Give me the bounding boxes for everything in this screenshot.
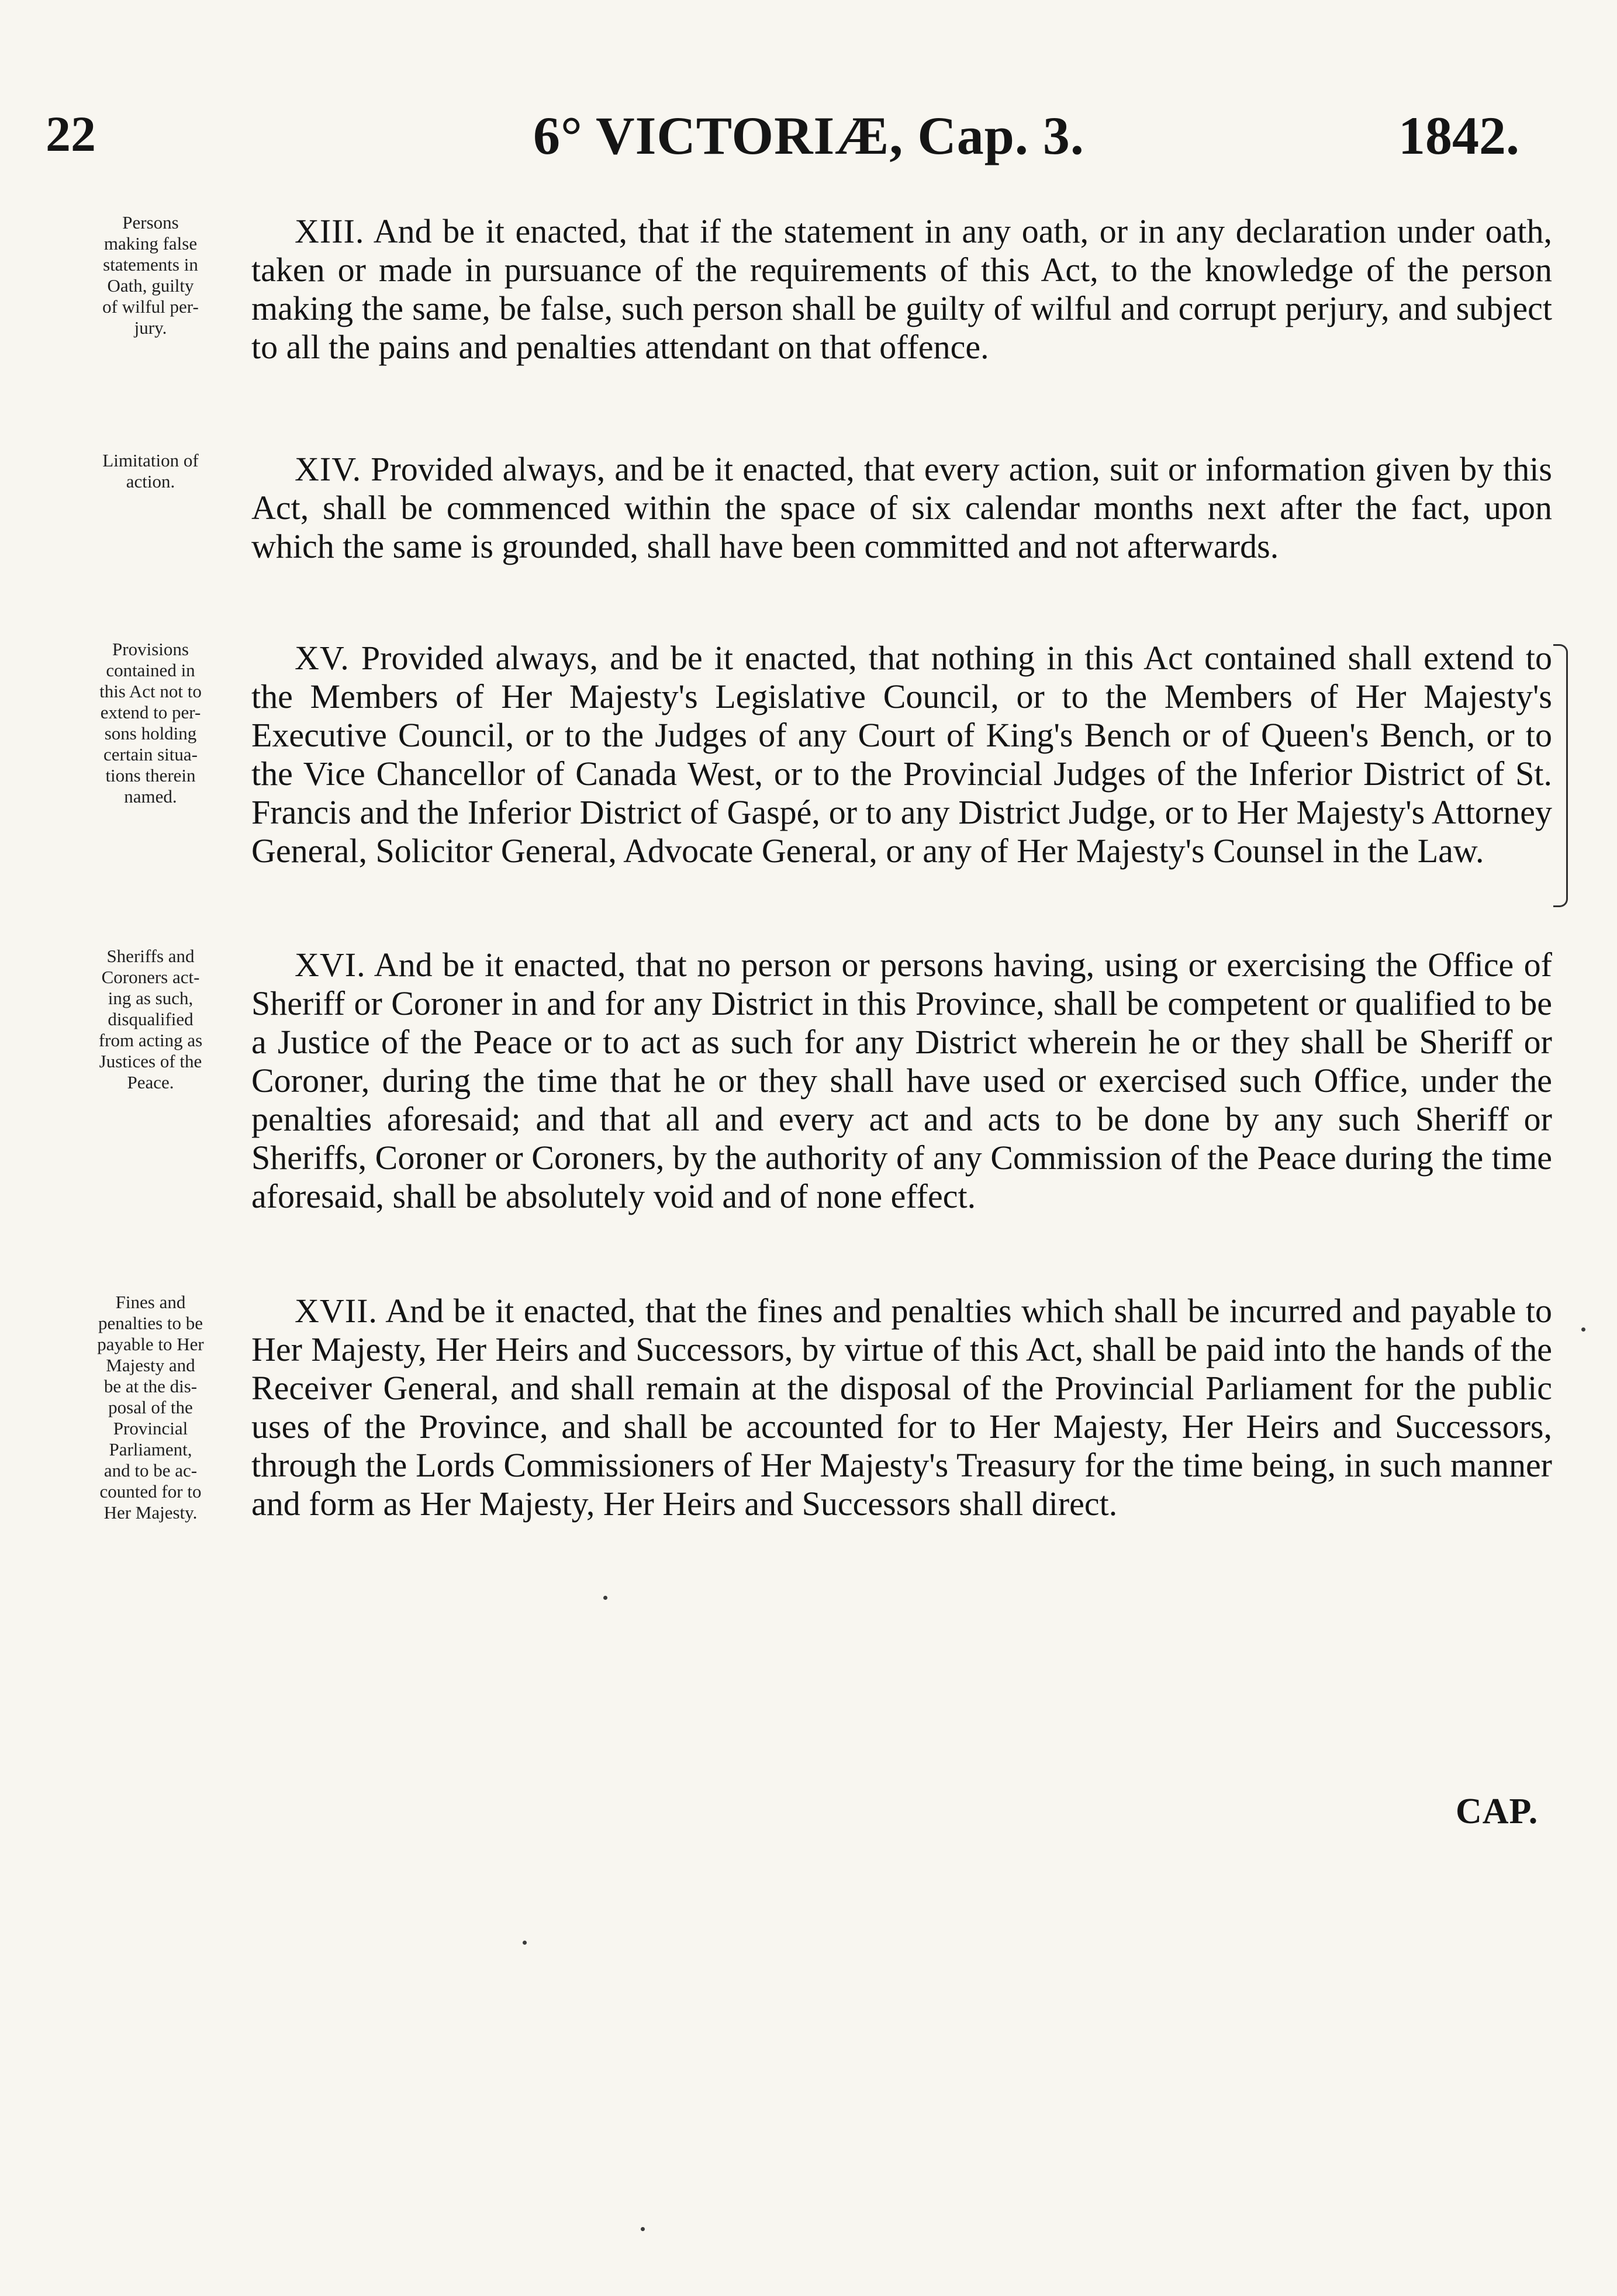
section-number-xvi: XVI. — [295, 946, 366, 984]
section-number-xiii: XIII. — [295, 212, 365, 250]
marginal-note-xiii: Persons making false statements in Oath, guilty of wilful per- jury. — [102, 212, 199, 338]
print-speck — [523, 1941, 527, 1945]
section-text-xiv — [251, 450, 1552, 566]
page-number: 22 — [46, 106, 96, 162]
section-text-xvi — [251, 946, 1552, 1216]
section-number-xv: XV. — [295, 639, 350, 677]
print-speck — [1581, 1327, 1585, 1332]
marginal-note-xv: Provisions contained in this Act not to extend to per- sons holding certain situa- tions therein named. — [99, 639, 202, 807]
marginal-note-xiv: Limitation of action. — [102, 450, 199, 492]
section-body-xv: Provided always, and be it enacted, that nothing in this Act contained shall extend to the Members of Her Majesty's Legislative Council, or to the Members of Her Majesty's Executive Council, or to the Judges of any Court of King's Bench or of Queen's Bench, or to the Vice Chancellor of Canada West, or to the Provincial Judges of the Inferior District of St. Francis and the Inferior District of Gaspé, or to any District Judge, or to Her Majesty's Attorney General, Solicitor General, Advocate General, or any of Her Majesty's Counsel in the Law. — [251, 639, 1552, 870]
section-text-xiii — [251, 212, 1552, 366]
section-body-xvii: And be it enacted, that the fines and penalties which shall be incurred and payable to Her Majesty, Her Heirs and Successors, by virtue of this Act, shall be paid into the hands of the Receiver General, and shall remain at the disposal of the Provincial Parliament for the public uses of the Province, and shall be accounted for to Her Majesty, Her Heirs and Successors, through the Lords Commissioners of Her Majesty's Treasury for the time being, in such manner and form as Her Majesty, Her Heirs and Successors shall direct. — [251, 1292, 1552, 1523]
running-title: 6° VICTORIÆ, Cap. 3. — [533, 106, 1084, 165]
print-speck — [603, 1596, 607, 1600]
section-text-xv — [251, 639, 1552, 870]
print-speck — [641, 2227, 645, 2231]
section-number-xvii: XVII. — [295, 1292, 378, 1330]
marginal-note-xvi: Sheriffs and Coroners act- ing as such, disqualified from acting as Justices of the Peace. — [98, 946, 203, 1092]
section-body-xiii: And be it enacted, that if the statement in any oath, or in any declaration under oath, taken or made in pursuance of the requirements of this Act, to the knowledge of the person making the same, be false, such person shall be guilty of wilful and corrupt perjury, and subject to all the pains and penalties attendant on that offence. — [251, 212, 1552, 366]
running-year: 1842. — [1398, 106, 1519, 165]
section-bracket — [1553, 644, 1568, 907]
marginal-note-xvii: Fines and penalties to be payable to Her Majesty and be at the dis- posal of the Provincial Parliament, and to be ac- counted for to Her Majesty. — [97, 1292, 204, 1523]
section-text-xvii — [251, 1292, 1552, 1523]
section-body-xiv: Provided always, and be it enacted, that every action, suit or information given by this Act, shall be commenced within the space of six calendar months next after the fact, upon which the same is grounded, shall have been committed and not afterwards. — [251, 450, 1552, 565]
section-number-xiv: XIV. — [295, 450, 362, 488]
section-body-xvi: And be it enacted, that no person or persons having, using or exercising the Office of Sheriff or Coroner in and for any District in this Province, shall be competent or qualified to be a Justice of the Peace or to act as such for any District wherein he or they shall be Sheriff or Coroner, during the time that he or they shall have used or exercised such Office, under the penalties aforesaid; and that all and every act and acts to be done by any such Sheriff or Sheriffs, Coroner or Coroners, by the authority of any Commission of the Peace during the time aforesaid, shall be absolutely void and of none effect. — [251, 946, 1552, 1215]
catchword: CAP. — [1456, 1792, 1539, 1831]
